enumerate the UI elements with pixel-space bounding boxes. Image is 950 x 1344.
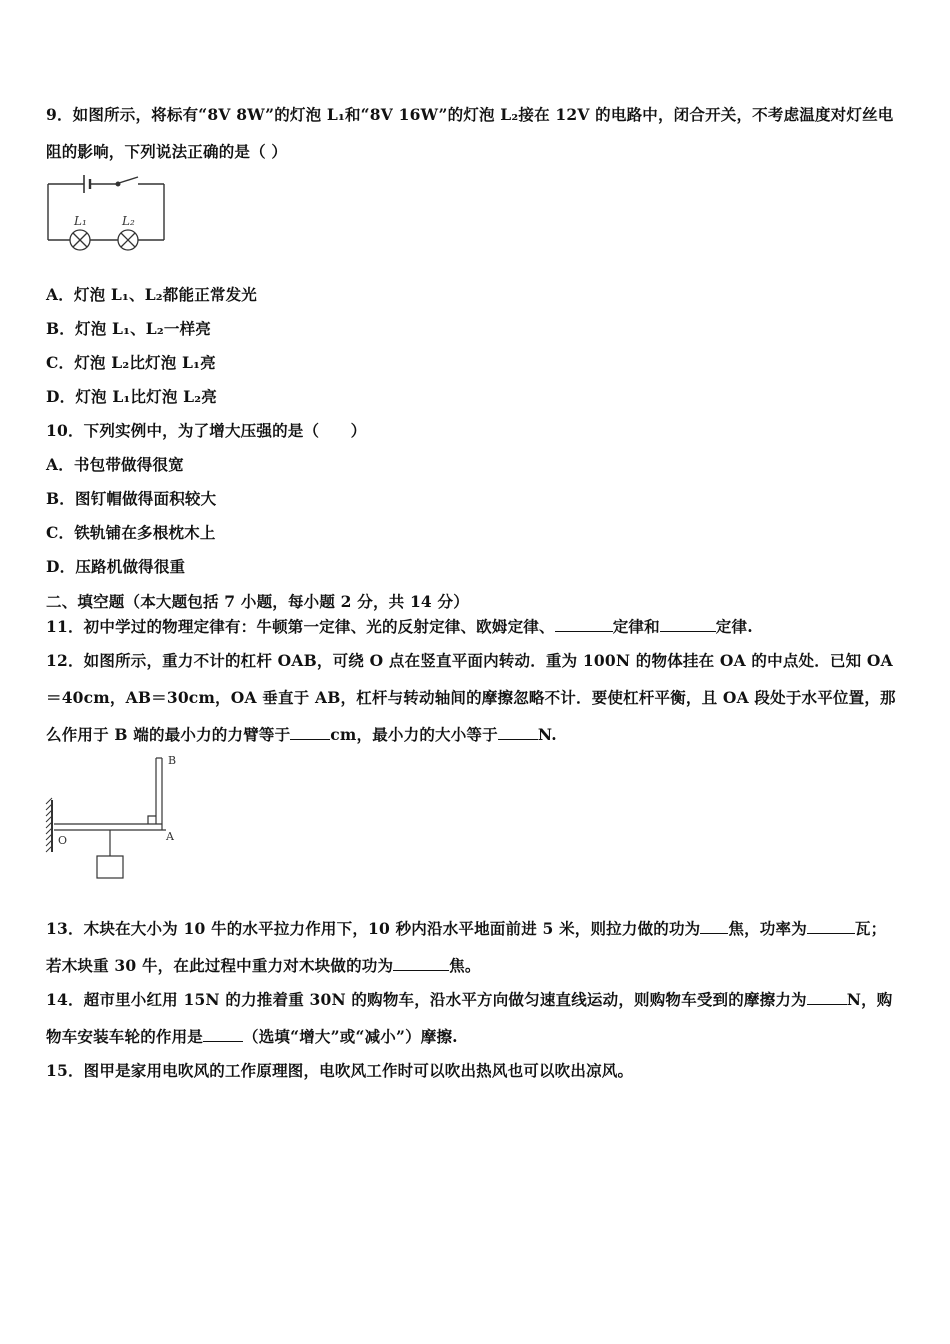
q13-text-b: 焦，功率为 — [728, 919, 807, 938]
q14-blank-1[interactable] — [807, 990, 847, 1005]
q10-option-c: C．铁轨铺在多根枕木上 — [46, 523, 216, 542]
q9-stem-line2: 阻的影响，下列说法正确的是（ ） — [46, 142, 288, 161]
q12-lever-diagram — [44, 752, 184, 884]
q9-stem-line1: 9．如图所示，将标有“8V 8W”的灯泡 L₁和“8V 16W”的灯泡 L₂接在 12V 的电路中，闭合开关，不考虑温度对灯丝电 — [46, 105, 894, 124]
q9-option-b: B．灯泡 L₁、L₂一样亮 — [46, 319, 211, 338]
q9-option-d: D．灯泡 L₁比灯泡 L₂亮 — [46, 387, 217, 406]
q13-line1 — [46, 917, 910, 939]
lamp-l1-icon — [70, 230, 90, 250]
q13-text-d: 若木块重 30 牛，在此过程中重力对木块做的功为 — [46, 956, 394, 975]
q12-blank-1[interactable] — [290, 725, 330, 740]
q13-text-e: 焦。 — [449, 956, 481, 975]
q13-text-c: 瓦； — [854, 919, 887, 938]
q15-text: 15．图甲是家用电吹风的工作原理图，电吹风工作时可以吹出热风也可以吹出凉风。 — [46, 1061, 634, 1080]
q13-text-a: 13．木块在大小为 10 牛的水平拉力作用下，10 秒内沿水平地面前进 5 米，则拉力做的功为 — [46, 919, 701, 938]
q11-blank-1[interactable] — [555, 617, 613, 632]
q14-text-c: 物车安装车轮的作用是 — [46, 1027, 204, 1046]
q14-line2 — [46, 1025, 910, 1047]
q12-line3 — [46, 723, 910, 745]
q10-option-a: A．书包带做得很宽 — [46, 455, 184, 474]
q13-blank-3[interactable] — [393, 956, 449, 971]
q12-line1: 12．如图所示，重力不计的杠杆 OAB，可绕 O 点在竖直平面内转动．重为 100N 的物体挂在 OA 的中点处．已知 OA — [46, 651, 893, 670]
q12-line2: ＝40cm，AB＝30cm，OA 垂直于 AB，杠杆与转动轴间的摩擦忽略不计．要使杠杆平衡，且 OA 段处于水平位置，那 — [46, 688, 896, 707]
q10-option-b: B．图钉帽做得面积较大 — [46, 489, 217, 508]
q12-blank-2[interactable] — [498, 725, 538, 740]
lamp-l2-label: L₂ — [122, 214, 135, 228]
q13-blank-2[interactable] — [807, 919, 855, 934]
q13-line2 — [46, 954, 910, 976]
q12-text-c: N. — [537, 725, 557, 744]
q9-option-a: A．灯泡 L₁、L₂都能正常发光 — [46, 285, 257, 304]
lamp-l2-icon — [118, 230, 138, 250]
point-o-label: O — [58, 834, 68, 847]
q13-blank-1[interactable] — [700, 919, 728, 934]
q11-text-b: 定律和 — [612, 617, 660, 636]
q9-option-c: C．灯泡 L₂比灯泡 L₁亮 — [46, 353, 216, 372]
q14-blank-2[interactable] — [203, 1027, 243, 1042]
q11-text-a: 11．初中学过的物理定律有：牛顿第一定律、光的反射定律、欧姆定律、 — [46, 617, 555, 636]
q12-text-a: 么作用于 B 端的最小力的力臂等于 — [46, 725, 291, 744]
q14-line1 — [46, 988, 910, 1010]
lamp-l1-label: L₁ — [74, 214, 87, 228]
q14-text-b: N，购 — [846, 990, 893, 1009]
point-a-label: A — [166, 830, 174, 843]
q11-blank-2[interactable] — [660, 617, 716, 632]
q9-circuit-diagram — [44, 172, 170, 252]
q11-text-c: 定律. — [715, 617, 753, 636]
section-heading: 二、填空题（本大题包括 7 小题，每小题 2 分，共 14 分） — [46, 592, 469, 611]
q14-text-d: （选填“增大”或“减小”）摩擦. — [243, 1027, 458, 1046]
point-b-label: B — [168, 754, 177, 767]
q12-text-b: cm，最小力的大小等于 — [330, 725, 498, 744]
q10-option-d: D．压路机做得很重 — [46, 557, 186, 576]
wall-icon — [46, 798, 52, 852]
q10-stem: 10．下列实例中，为了增大压强的是（ ） — [46, 421, 367, 440]
q14-text-a: 14．超市里小红用 15N 的力推着重 30N 的购物车，沿水平方向做匀速直线运动，则购物车受到的摩擦力为 — [46, 990, 807, 1009]
q11-line — [46, 615, 910, 637]
